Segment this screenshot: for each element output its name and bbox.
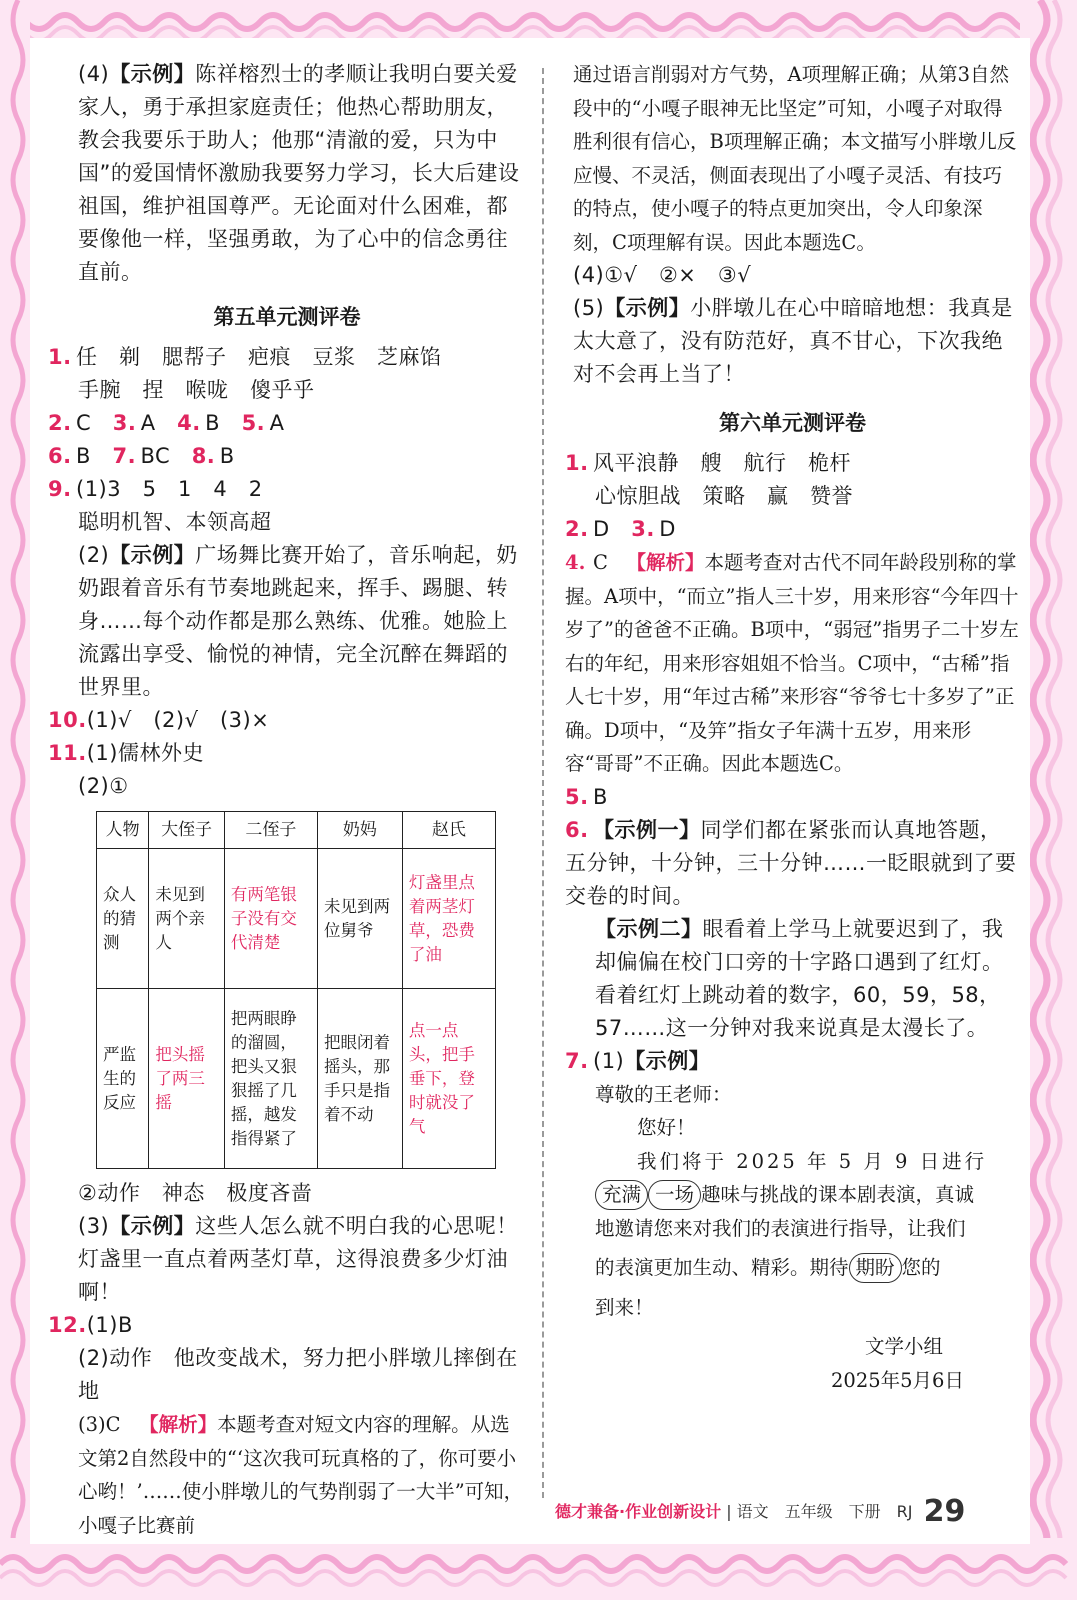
q11-part2-label: (2)① bbox=[78, 774, 129, 798]
q12-part3 bbox=[48, 1408, 526, 1542]
q9-order: (1)3 5 1 4 2 bbox=[76, 477, 263, 501]
letter-signature: 文学小组 bbox=[865, 1335, 944, 1358]
q12-part2: (2)动作 他改变战术，努力把小胖墩儿摔倒在地 bbox=[78, 1346, 518, 1403]
table-cell-handwritten: 把头摇了两三摇 bbox=[149, 989, 224, 1169]
q11-part2b: ②动作 神态 极度吝啬 bbox=[78, 1181, 313, 1205]
q1-number: 1. bbox=[48, 345, 72, 369]
u6-q7-label: (1) bbox=[593, 1048, 625, 1073]
subject-grade: 语文 五年级 下册 RJ bbox=[736, 1502, 913, 1521]
row-label: 严监生的反应 bbox=[97, 989, 149, 1169]
u6-q3-number: 3. bbox=[631, 517, 655, 541]
example-tag: 【示例】 bbox=[624, 1048, 711, 1073]
bottom-wave-border bbox=[0, 1538, 1077, 1600]
table-header: 奶妈 bbox=[317, 812, 402, 849]
page-footer bbox=[555, 1494, 966, 1529]
example-tag: 【示例】 bbox=[604, 296, 691, 320]
u6-q6-text2: 眼看着上学马上就要迟到了，我却偏偏在校门口旁的十字路口遇到了红灯。看着红灯上跳动着的数字，60，59，58，57……这一分钟对我来说真是太漫长了。 bbox=[595, 916, 1004, 1040]
brand-name: 德才兼备·作业创新设计 bbox=[555, 1502, 722, 1521]
q10-answer bbox=[48, 704, 526, 737]
u6-q7-number: 7. bbox=[565, 1048, 589, 1073]
u6-q6-number: 6. bbox=[565, 817, 589, 842]
example-tag: 【示例一】 bbox=[593, 817, 701, 842]
q4-number: 4. bbox=[177, 411, 201, 435]
u6-q7 bbox=[565, 1045, 1020, 1078]
q12-part5 bbox=[565, 292, 1020, 391]
example-tag: 【示例】 bbox=[109, 543, 196, 567]
u6-q2-number: 2. bbox=[565, 517, 589, 541]
letter-line3: 地邀请您来对我们的表演进行指导，让我们 bbox=[595, 1216, 966, 1240]
q11-3-text: 这些人怎么就不明白我的心思呢！灯盏里一直点着两茎灯草，这得浪费多少灯油啊！ bbox=[78, 1214, 518, 1304]
u6-q6-ex1 bbox=[565, 814, 1020, 913]
q9-line1 bbox=[48, 473, 526, 506]
table-header: 二侄子 bbox=[224, 812, 317, 849]
q11-number: 11. bbox=[48, 741, 87, 765]
u6-q2-answer: D bbox=[593, 517, 610, 541]
q9-2-label: (2) bbox=[78, 543, 110, 567]
table-cell-handwritten: 有两笔银子没有交代清楚 bbox=[224, 849, 317, 989]
u6-q1-text: 风平浪静 艘 航行 桅杆 bbox=[593, 451, 851, 475]
q11-1-text: (1)儒林外史 bbox=[86, 741, 204, 765]
right-column bbox=[565, 58, 1020, 1397]
table-header: 赵氏 bbox=[402, 812, 495, 849]
q1-line2: 手腕 捏 喉咙 傻乎乎 bbox=[78, 378, 315, 402]
u6-q1-number: 1. bbox=[565, 451, 589, 475]
answer-page bbox=[30, 38, 1030, 1544]
row-label: 众人的猜测 bbox=[97, 849, 149, 989]
unit6-title: 第六单元测评卷 bbox=[719, 411, 866, 435]
q3-answer: A bbox=[140, 411, 156, 435]
answer-text: 陈祥榕烈士的孝顺让我明白要关爱家人，勇于承担家庭责任；他热心帮助朋友，教会我要乐于助人；他那“清澈的爱，只为中国”的爱国情怀激励我要努力学习，长大后建设祖国，维护祖国尊严。无论面对什么困难，都要像他一样，坚强勇敢，为了心中的信念勇往直前。 bbox=[78, 62, 520, 284]
analysis-tag: 【解析】 bbox=[139, 1413, 218, 1436]
table-row bbox=[97, 849, 496, 989]
q5-answer: A bbox=[269, 411, 285, 435]
q11-line1 bbox=[48, 737, 526, 770]
letter-line1: 我们将于 2025 年 5 月 9 日进行 bbox=[637, 1149, 988, 1173]
letter-line2 bbox=[595, 1178, 1020, 1212]
q12-number: 12. bbox=[48, 1313, 87, 1337]
letter-line4 bbox=[595, 1251, 1020, 1285]
left-column bbox=[48, 58, 526, 1542]
answer-4-example bbox=[48, 58, 526, 289]
q12-1-text: (1)B bbox=[86, 1313, 133, 1337]
analysis-tag: 【解析】 bbox=[626, 551, 705, 574]
q3-number: 3. bbox=[112, 411, 137, 435]
table-cell: 把两眼睁的溜圆，把头又狠狠摇了几摇，越发指得紧了 bbox=[224, 989, 317, 1169]
letter-hello: 您好！ bbox=[637, 1116, 696, 1139]
letter-date: 2025年5月6日 bbox=[831, 1368, 964, 1392]
q4-label: (4) bbox=[78, 62, 110, 86]
example-tag: 【示例】 bbox=[109, 1214, 196, 1238]
q9-2-text: 广场舞比赛开始了，音乐响起，奶奶跟着音乐有节奏地跳起来，挥手、踢腿、转身……每个动作都是那么熟练、优雅。她脸上流露出享受、愉悦的神情，完全沉醉在舞蹈的世界里。 bbox=[78, 543, 518, 699]
q11-character-table bbox=[96, 811, 496, 1169]
q4-answer: B bbox=[205, 411, 221, 435]
u6-q4 bbox=[565, 546, 1020, 781]
letter-closing: 到来！ bbox=[595, 1295, 654, 1319]
table-cell-handwritten: 点一点头，把手垂下，登时就没了气 bbox=[402, 989, 495, 1169]
u6-q4-number: 4. bbox=[565, 551, 586, 574]
unit5-title: 第五单元测评卷 bbox=[213, 305, 361, 329]
q10-number: 10. bbox=[48, 708, 87, 732]
q2-number: 2. bbox=[48, 411, 72, 435]
correction-mark-inserted: 一场 bbox=[648, 1180, 701, 1210]
table-header-row bbox=[97, 812, 496, 849]
footer-separator: | bbox=[726, 1502, 732, 1521]
q9-number: 9. bbox=[48, 477, 72, 501]
q12-3-text: 本题考查对短文内容的理解。从选文第2自然段中的“‘这次我可玩真格的了，你可要小心哟！’……使小胖墩儿的气势削弱了一大半”可知，小嘎子比赛前 bbox=[78, 1413, 524, 1537]
correction-mark-replaced: 期盼 bbox=[849, 1253, 902, 1283]
q8-number: 8. bbox=[191, 444, 216, 468]
q11-part3 bbox=[48, 1210, 526, 1309]
q11-3-label: (3) bbox=[78, 1214, 110, 1238]
u6-q2-q3 bbox=[565, 513, 1020, 546]
letter-greeting: 尊敬的王老师： bbox=[595, 1082, 732, 1106]
u6-q1-line2: 心惊胆战 策略 赢 赞誉 bbox=[595, 484, 853, 508]
q12-line1 bbox=[48, 1309, 526, 1342]
left-wave-border bbox=[0, 0, 30, 1600]
letter-line4-text: 的表演更加生动、精彩。期待 bbox=[595, 1256, 849, 1279]
q12-3-label: (3)C bbox=[78, 1413, 121, 1436]
table-cell: 把眼闭着摇头，那手只是指着不动 bbox=[317, 989, 402, 1169]
table-cell: 未见到两位舅爷 bbox=[317, 849, 402, 989]
q12-5-text: 小胖墩儿在心中暗暗地想：我真是太大意了，没有防范好，真不甘心，下次我绝对不会再上当了！ bbox=[573, 296, 1013, 386]
q9-line2: 聪明机智、本领高超 bbox=[78, 510, 272, 534]
q9-part2 bbox=[48, 539, 526, 704]
q8-answer: B bbox=[219, 444, 235, 468]
q1-line1: 任 剃 腮帮子 疤痕 豆浆 芝麻馅 bbox=[76, 345, 442, 369]
letter-line2-text: 趣味与挑战的课本剧表演，真诚 bbox=[701, 1183, 975, 1206]
invitation-letter bbox=[565, 1078, 1020, 1398]
table-cell: 未见到两个亲人 bbox=[149, 849, 224, 989]
u6-q3-answer: D bbox=[659, 517, 676, 541]
u6-q4-answer: C bbox=[593, 551, 608, 574]
q5-number: 5. bbox=[241, 411, 266, 435]
u6-q5-number: 5. bbox=[565, 784, 589, 809]
page-number: 29 bbox=[923, 1494, 966, 1529]
q12-part4: (4)①√ ②× ③√ bbox=[573, 263, 752, 287]
u6-q5-answer: B bbox=[593, 784, 608, 809]
q2-answer: C bbox=[76, 411, 92, 435]
example-tag: 【示例】 bbox=[109, 62, 196, 86]
q7-answer: BC bbox=[140, 444, 171, 468]
q6-q8-answers bbox=[48, 440, 526, 473]
q7-number: 7. bbox=[112, 444, 137, 468]
table-header: 大侄子 bbox=[149, 812, 224, 849]
example-tag: 【示例二】 bbox=[595, 916, 703, 941]
u6-q6-text1: 同学们都在紧张而认真地答题，五分钟，十分钟，三十分钟……一眨眼就到了要交卷的时间。 bbox=[565, 817, 1017, 908]
u6-q5 bbox=[565, 781, 1020, 814]
q12-5-label: (5) bbox=[573, 296, 605, 320]
table-header: 人物 bbox=[97, 812, 149, 849]
column-divider bbox=[542, 68, 544, 1498]
u6-q4-text: 本题考查对古代不同年龄段别称的掌握。A项中，“而立”指人三十岁，用来形容“今年四十岁了”的爸爸不正确。B项中，“弱冠”指男子二十岁左右的年纪，用来形容姐姐不恰当。C项中，“古稀”指人七十岁，用“年过古稀”来形容“爷爷七十多岁了”正确。D项中，“及笄”指女子年满十五岁，用来形容“哥哥”不正确。因此本题选C。 bbox=[565, 551, 1019, 775]
q12-3-continued: 通过语言削弱对方气势，A项理解正确；从第3自然段中的“小嘎子眼神无比坚定”可知，小嘎子对取得胜利很有信心，B项理解正确；本文描写小胖墩儿反应慢、不灵活，侧面表现出了小嘎子灵活、有技巧的特点，使小嘎子的特点更加突出，令人印象深刻，C项理解有误。因此本题选C。 bbox=[573, 63, 1017, 254]
q1-answer bbox=[48, 341, 526, 374]
table-row bbox=[97, 989, 496, 1169]
letter-line4-end: 您的 bbox=[901, 1256, 941, 1279]
u6-q6-ex2 bbox=[565, 913, 1020, 1045]
q6-answer: B bbox=[76, 444, 91, 468]
table-cell-handwritten: 灯盏里点着两茎灯草，恐费了油 bbox=[402, 849, 495, 989]
q10-text: (1)√ (2)√ (3)× bbox=[86, 708, 270, 732]
q6-number: 6. bbox=[48, 444, 72, 468]
q2-q5-answers bbox=[48, 407, 526, 440]
u6-q1-line1 bbox=[565, 447, 1020, 480]
correction-mark-deleted: 充满 bbox=[595, 1180, 648, 1210]
